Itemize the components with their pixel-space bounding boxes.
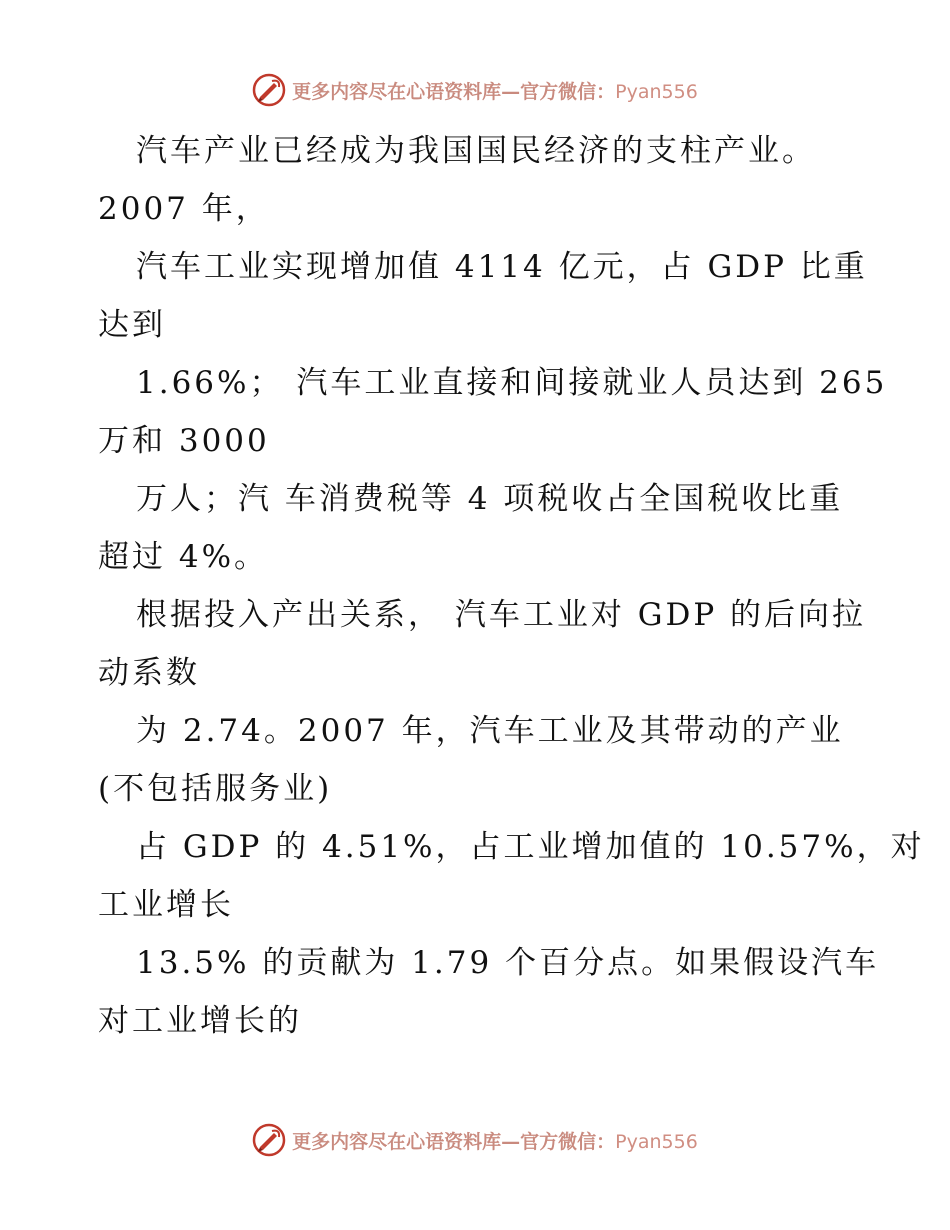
- pen-logo-icon: [252, 1123, 286, 1157]
- pen-logo-icon: [252, 73, 286, 107]
- document-body: [98, 122, 925, 1050]
- body-line: 汽车产业已经成为我国国民经济的支柱产业。: [136, 133, 816, 169]
- footer-banner: [0, 1120, 950, 1160]
- body-line: 万和 3000: [98, 423, 270, 459]
- header-wechat-id: Pyan556: [615, 80, 698, 103]
- header-banner: [0, 70, 950, 110]
- body-line: 1.66%； 汽车工业直接和间接就业人员达到 265: [136, 365, 888, 401]
- body-line: 2007 年，: [98, 191, 270, 227]
- header-banner-text: 更多内容尽在心语资料库—官方微信：: [292, 80, 616, 103]
- body-line: 万人；汽 车消费税等 4 项税收占全国税收比重: [136, 481, 844, 517]
- body-line: 占 GDP 的 4.51%，占工业增加值的 10.57%，对: [136, 829, 925, 865]
- body-line: 汽车工业实现增加值 4114 亿元，占 GDP 比重: [136, 249, 868, 285]
- body-line: 对工业增长的: [98, 1003, 302, 1039]
- footer-wechat-id: Pyan556: [615, 1130, 698, 1153]
- body-line: 动系数: [98, 655, 200, 691]
- body-line: 超过 4%。: [98, 539, 269, 575]
- body-line: 13.5% 的贡献为 1.79 个百分点。如果假设汽车: [136, 945, 880, 981]
- body-line: 根据投入产出关系， 汽车工业对 GDP 的后向拉: [136, 597, 867, 633]
- footer-banner-text: 更多内容尽在心语资料库—官方微信：: [292, 1130, 616, 1153]
- body-line: 工业增长: [98, 887, 234, 923]
- body-line: 为 2.74。2007 年，汽车工业及其带动的产业: [136, 713, 844, 749]
- body-line: 达到: [98, 307, 166, 343]
- body-line: (不包括服务业): [98, 771, 333, 807]
